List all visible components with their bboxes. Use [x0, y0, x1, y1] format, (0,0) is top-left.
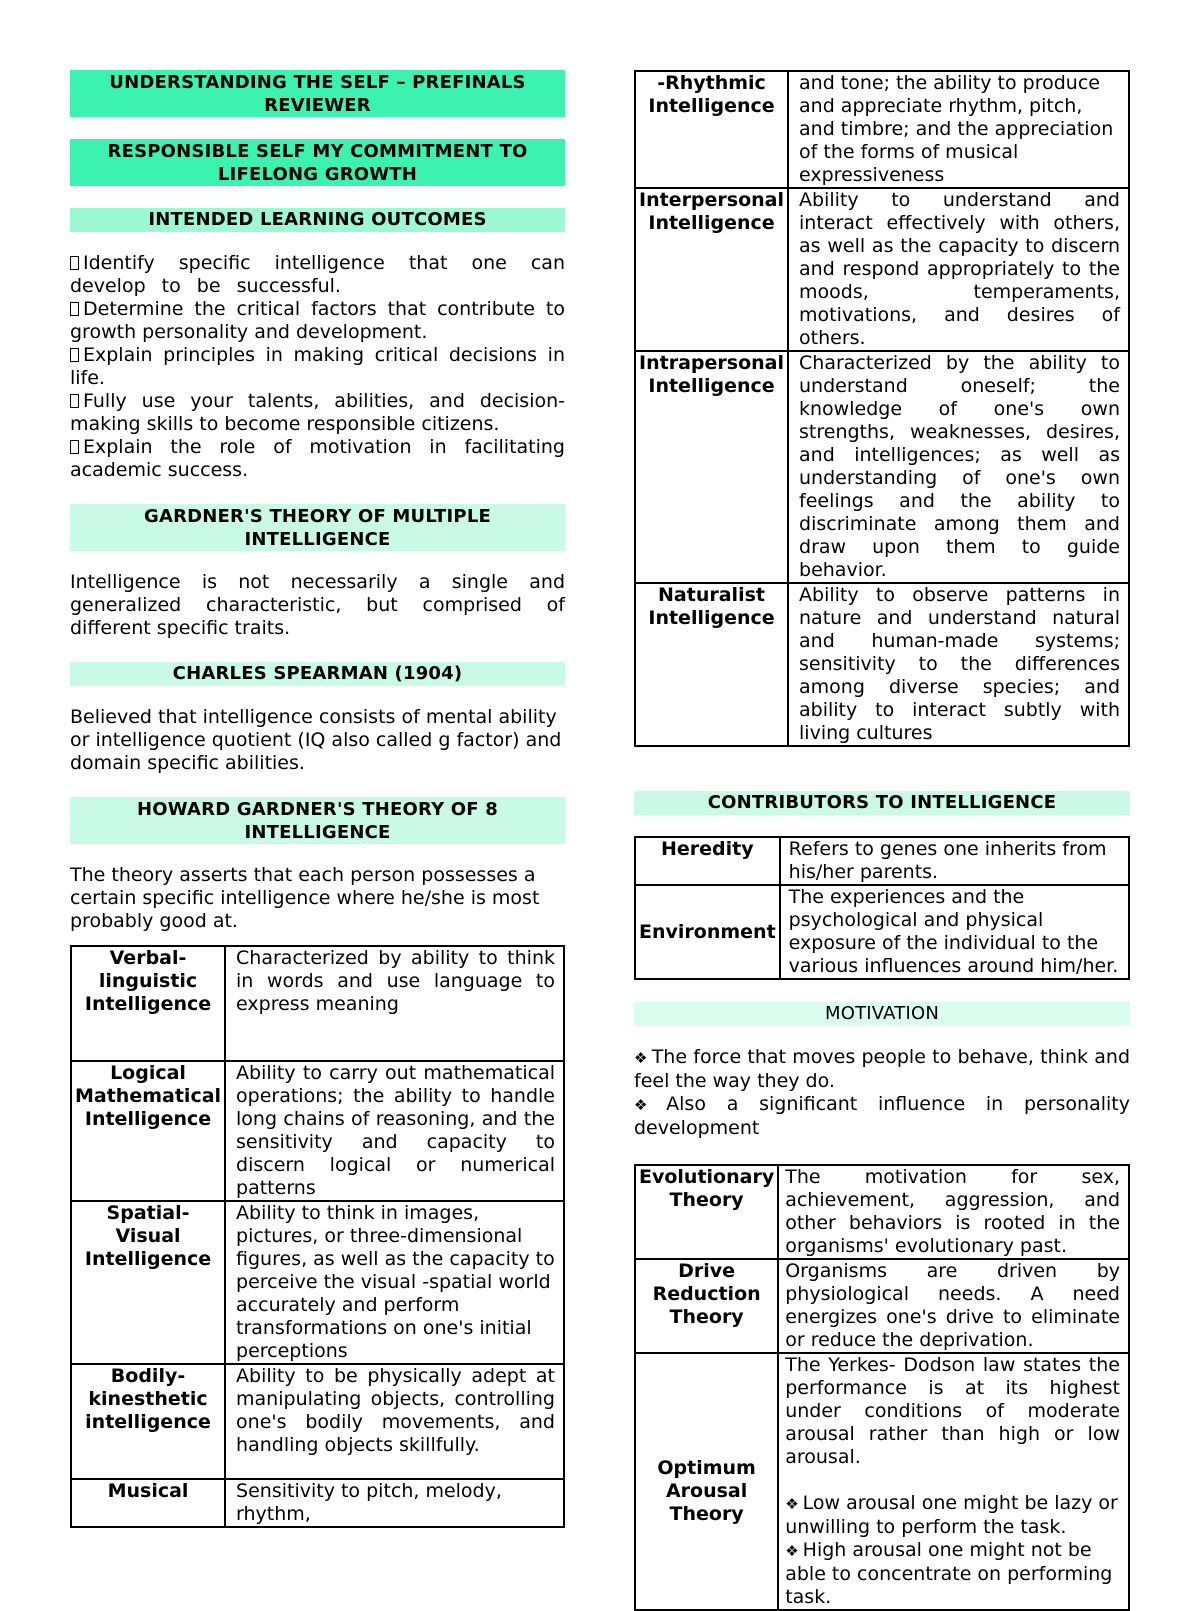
list-item: ❖ High arousal one might not be able to concentrate on performing task. [785, 1539, 1113, 1608]
table-term: Musical [71, 1479, 225, 1527]
diamond-bullet-icon: ❖ [634, 1049, 648, 1067]
intelligence-table [70, 945, 565, 1528]
table-term: Interpersonal Intelligence [635, 188, 788, 351]
list-item: ❖ The force that moves people to behave, think and feel the way they do. [634, 1046, 1131, 1092]
table-term: Heredity [635, 837, 780, 885]
motivation-theories-table [634, 1164, 1130, 1611]
table-term: Evolutionary Theory [635, 1165, 778, 1259]
learning-outcomes-list [70, 252, 565, 482]
table-term: Environment [635, 885, 780, 979]
table-term: -Rhythmic Intelligence [635, 71, 788, 188]
table-row [635, 1353, 1129, 1610]
right-column [634, 70, 1130, 1611]
checkbox-bullet-icon [70, 256, 79, 270]
table-term: Drive Reduction Theory [635, 1259, 778, 1353]
table-definition: and tone; the ability to produce and appreciate rhythm, pitch, and timbre; and the appreciation of the forms of musical expressiveness [788, 71, 1129, 188]
section-heading-motivation: MOTIVATION [634, 1002, 1130, 1026]
table-row [635, 1165, 1129, 1259]
table-row [635, 837, 1129, 885]
table-definition: Sensitivity to pitch, melody, rhythm, [225, 1479, 564, 1527]
list-item: Explain the role of motivation in facilitating academic success. [70, 436, 565, 481]
list-item: Determine the critical factors that contribute to growth personality and development. [70, 298, 565, 343]
table-definition: Ability to think in images, pictures, or three-dimensional figures, as well as the capacity to perceive the visual -spatial world accurately and perform transformations on one's initial perceptions [225, 1201, 564, 1364]
list-item: Identify specific intelligence that one can develop to be successful. [70, 252, 565, 297]
table-row [635, 1259, 1129, 1353]
section-heading-responsible-self: RESPONSIBLE SELF MY COMMITMENT TO LIFELONG GROWTH [70, 139, 565, 186]
table-row [635, 583, 1129, 746]
motivation-list [634, 1046, 1130, 1140]
table-definition: Ability to be physically adept at manipulating objects, controlling one's bodily movements, and handling objects skillfully. [225, 1364, 564, 1479]
section-heading-howard-gardner: HOWARD GARDNER'S THEORY OF 8 INTELLIGENCE [70, 797, 565, 844]
table-term: Optimum Arousal Theory [635, 1353, 778, 1610]
list-item: ❖ Also a significant influence in personality development [634, 1093, 1130, 1139]
table-row [71, 1364, 564, 1479]
table-definition: The motivation for sex, achievement, aggression, and other behaviors is rooted in the organisms' evolutionary past. [778, 1165, 1129, 1259]
table-definition: Ability to understand and interact effectively with others, as well as the capacity to discern and respond appropriately to the moods, temperaments, motivations, and desires of others. [788, 188, 1129, 351]
list-item: ❖ Low arousal one might be lazy or unwilling to perform the task. [785, 1492, 1118, 1538]
table-definition: Characterized by the ability to understand oneself; the knowledge of one's own strengths, weaknesses, desires, and intelligences; as well as understanding of one's own feelings and the ability to discriminate among them and draw upon them to guide behavior. [788, 351, 1129, 583]
table-row [635, 188, 1129, 351]
page-title: UNDERSTANDING THE SELF – PREFINALS REVIEWER [70, 70, 565, 117]
spearman-paragraph: Believed that intelligence consists of mental ability or intelligence quotient (IQ also called g factor) and domain specific abilities. [70, 706, 562, 774]
section-heading-spearman: CHARLES SPEARMAN (1904) [70, 662, 565, 686]
section-heading-learning-outcomes: INTENDED LEARNING OUTCOMES [70, 208, 565, 232]
table-term: Intrapersonal Intelligence [635, 351, 788, 583]
table-row [71, 1061, 564, 1201]
table-definition: The experiences and the psychological and physical exposure of the individual to the various influences around him/her. [780, 885, 1129, 979]
table-definition: Organisms are driven by physiological needs. A need energizes one's drive to eliminate or reduce the deprivation. [778, 1259, 1129, 1353]
table-term: Logical Mathematical Intelligence [71, 1061, 225, 1201]
table-term: Spatial-Visual Intelligence [71, 1201, 225, 1364]
diamond-bullet-icon: ❖ [634, 1096, 663, 1114]
checkbox-bullet-icon [70, 394, 79, 408]
list-item: Fully use your talents, abilities, and decision-making skills to become responsible citizens. [70, 390, 565, 435]
list-item: Explain principles in making critical decisions in life. [70, 344, 565, 389]
table-row [635, 885, 1129, 979]
table-row [71, 946, 564, 1061]
table-row [71, 1479, 564, 1527]
spacer [785, 1469, 1120, 1492]
section-heading-contributors: CONTRIBUTORS TO INTELLIGENCE [634, 791, 1130, 815]
checkbox-bullet-icon [70, 440, 79, 454]
left-column [70, 70, 565, 1528]
table-row [635, 71, 1129, 188]
table-term: Verbal-linguistic Intelligence [71, 946, 225, 1061]
table-term: Naturalist Intelligence [635, 583, 788, 746]
optimum-definition: The Yerkes- Dodson law states the performance is at its highest under conditions of moderate arousal rather than high or low arousal. [785, 1354, 1120, 1468]
checkbox-bullet-icon [70, 348, 79, 362]
table-definition [778, 1353, 1129, 1610]
table-definition: Characterized by ability to think in words and use language to express meaning [225, 946, 564, 1061]
diamond-bullet-icon: ❖ [785, 1495, 799, 1513]
table-definition: Ability to carry out mathematical operations; the ability to handle long chains of reasoning, and the sensitivity and capacity to discern logical or numerical patterns [225, 1061, 564, 1201]
contributors-table [634, 836, 1130, 980]
howard-paragraph: The theory asserts that each person possesses a certain specific intelligence where he/she is most probably good at. [70, 864, 540, 932]
section-heading-gardner-theory: GARDNER'S THEORY OF MULTIPLE INTELLIGENCE [70, 504, 565, 551]
diamond-bullet-icon: ❖ [785, 1542, 799, 1560]
intelligence-table-continued [634, 70, 1130, 747]
table-term: Bodily-kinesthetic intelligence [71, 1364, 225, 1479]
table-row [71, 1201, 564, 1364]
checkbox-bullet-icon [70, 302, 79, 316]
table-row [635, 351, 1129, 583]
table-definition: Refers to genes one inherits from his/her parents. [780, 837, 1129, 885]
gardner-paragraph: Intelligence is not necessarily a single and generalized characteristic, but comprised of different specific traits. [70, 571, 565, 639]
table-definition: Ability to observe patterns in nature and understand natural and human-made systems; sensitivity to the differences among diverse species; and ability to interact subtly with living cultures [788, 583, 1129, 746]
